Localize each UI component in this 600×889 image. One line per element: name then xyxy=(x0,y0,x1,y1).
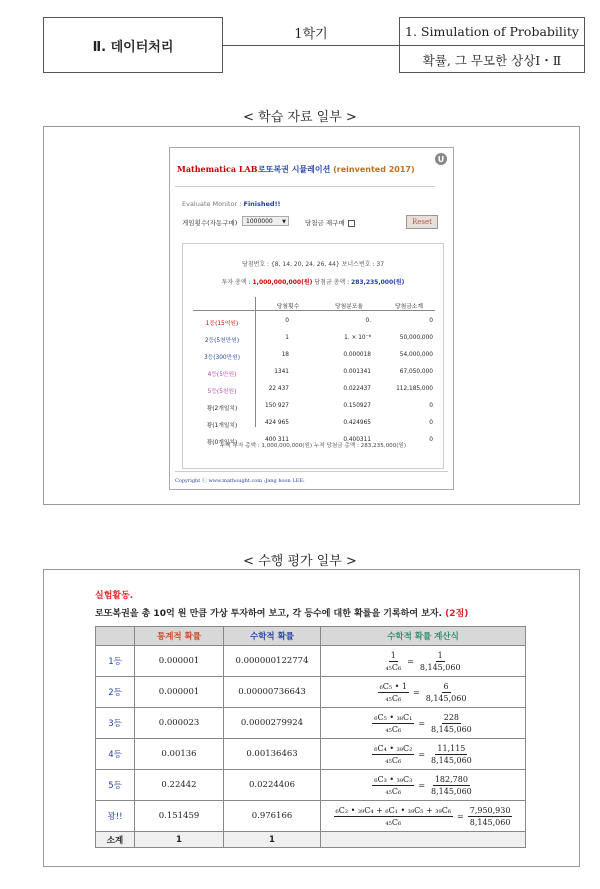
instruction-text: 로또복권을 총 10억 원 만큼 가상 투자하여 보고, 각 등수에 대한 확률을 기록하여 보자. xyxy=(95,609,446,619)
win-count: 1341 xyxy=(274,369,289,375)
prize-subtotal: 67,050,000 xyxy=(399,369,433,375)
col-header xyxy=(96,627,135,646)
numerator: ₆C₂ • ₃₉C₄ + ₆C₁ • ₃₉C₅ + ₃₉C₆ xyxy=(335,805,452,815)
instruction xyxy=(95,606,468,619)
app-title xyxy=(258,164,415,175)
reinvest-checkbox[interactable] xyxy=(305,218,355,227)
prize-subtotal: 0 xyxy=(429,420,433,426)
totals-line xyxy=(183,277,443,286)
rank-label: 4등(5만원) xyxy=(207,372,237,378)
rank-label: 꽝(2개일치) xyxy=(206,406,238,412)
mathematical-probability: 0.0000279924 xyxy=(224,708,321,739)
rank-label: 5등 xyxy=(96,770,135,801)
win-rate: 0.424965 xyxy=(343,420,371,426)
table-row xyxy=(193,382,435,399)
equals-sign: = xyxy=(413,687,420,697)
probability-table xyxy=(95,626,526,848)
denominator: ₄₅C₆ xyxy=(385,817,402,827)
table-row xyxy=(96,708,526,739)
result-panel xyxy=(182,243,444,469)
formula-cell xyxy=(321,739,526,770)
formula-cell xyxy=(321,801,526,832)
numerator: ₆C₄ • ₃₉C₂ xyxy=(374,743,413,753)
table-header xyxy=(96,627,526,646)
equals-sign: = xyxy=(418,780,426,790)
win-rate: 0.400311 xyxy=(343,437,371,443)
denominator: ₄₅C₆ xyxy=(385,755,402,765)
table-row xyxy=(96,770,526,801)
denominator: 8,145,060 xyxy=(431,786,472,796)
result-table xyxy=(193,297,435,450)
game-count-label: 게임횟수(자동구매) xyxy=(182,219,238,227)
app-title-text: 로또복권 시뮬레이션 xyxy=(258,165,331,174)
table-row xyxy=(193,348,435,365)
evaluate-monitor xyxy=(182,200,281,208)
mathematical-probability: 0.0224406 xyxy=(224,770,321,801)
fraction xyxy=(372,743,414,766)
total-math: 1 xyxy=(224,832,321,848)
col-header: 수학적 확률 xyxy=(224,627,321,646)
reinvest-label: 당첨금 재구매 xyxy=(305,219,345,227)
prize-subtotal: 112,185,000 xyxy=(396,386,433,392)
fraction xyxy=(429,774,474,797)
topic-title: 1. Simulation of Probability xyxy=(400,18,584,46)
numerator: 7,950,930 xyxy=(469,805,511,815)
divider xyxy=(175,186,435,187)
eval-status: Finished!! xyxy=(243,200,281,208)
app-title-suffix: (reinvented 2017) xyxy=(333,165,415,174)
win-count: 400 311 xyxy=(265,437,289,443)
denominator: ₄₅C₆ xyxy=(385,786,402,796)
formula xyxy=(370,743,476,766)
numerator: ₆C₅ • ₃₈C₁ xyxy=(374,712,413,722)
formula-cell xyxy=(321,708,526,739)
fraction xyxy=(383,650,403,673)
table-row xyxy=(193,331,435,348)
instruction-points: (2점) xyxy=(445,609,469,619)
topic-cell xyxy=(399,17,585,73)
invest-value: 1,000,000,000(원) xyxy=(252,279,313,286)
game-count-value: 1000000 xyxy=(246,218,273,225)
win-rate: 0.001341 xyxy=(343,369,371,375)
rank-label: 4등 xyxy=(96,739,135,770)
statistical-probability: 0.000001 xyxy=(135,646,224,677)
col-header: 당첨분포율 xyxy=(335,304,363,310)
equals-sign: = xyxy=(418,718,426,728)
rank-label: 1등(15억원) xyxy=(205,321,239,327)
semester-label: 1학기 xyxy=(294,27,328,42)
rank-label: 3등 xyxy=(96,708,135,739)
formula-cell xyxy=(321,646,526,677)
table-row xyxy=(193,314,435,331)
table-row xyxy=(193,416,435,433)
game-count-select[interactable] xyxy=(242,216,289,226)
winning-numbers: 당첨번호 : {8, 14, 20, 24, 26, 44} 보너스번호 : 37 xyxy=(241,261,385,268)
prize-label: 당첨금 총액 : xyxy=(312,279,352,286)
fraction xyxy=(372,774,414,797)
chevron-down-icon: ▼ xyxy=(282,219,286,225)
statistical-probability: 0.000001 xyxy=(135,677,224,708)
formula-cell xyxy=(321,770,526,801)
win-count: 1 xyxy=(285,335,289,341)
table-row xyxy=(96,801,526,832)
empty-cell xyxy=(321,832,526,848)
rank-label: 꽝(0개일치) xyxy=(206,440,238,446)
reset-button[interactable]: Reset xyxy=(406,215,438,229)
unit-title: Ⅱ. 데이터처리 xyxy=(43,17,223,73)
header xyxy=(43,17,585,73)
divider xyxy=(193,310,435,311)
fraction xyxy=(378,681,409,704)
win-count: 22 437 xyxy=(268,386,289,392)
rank-label: 2등 xyxy=(96,677,135,708)
prize-subtotal: 0 xyxy=(429,437,433,443)
total-stat: 1 xyxy=(135,832,224,848)
statistical-probability: 0.22442 xyxy=(135,770,224,801)
equals-sign: = xyxy=(418,749,426,759)
rank-label: 2등(5천만원) xyxy=(204,338,240,344)
section2-title: < 수행 평가 일부 > xyxy=(243,554,357,569)
col-header: 당첨금소계 xyxy=(395,304,423,310)
col-header: 당첨횟수 xyxy=(276,304,300,310)
statistical-probability: 0.00136 xyxy=(135,739,224,770)
denominator: 8,145,060 xyxy=(431,755,472,765)
rank-label: 5등(5천원) xyxy=(207,389,237,395)
denominator: 8,145,060 xyxy=(425,693,467,703)
formula xyxy=(370,774,476,797)
fraction xyxy=(372,712,414,735)
denominator: ₄₅C₆ xyxy=(385,693,402,703)
rank-label: 1등 xyxy=(96,646,135,677)
numerator: 1 xyxy=(437,650,443,660)
prize-subtotal: 0 xyxy=(429,318,433,324)
win-rate: 0.022437 xyxy=(343,386,371,392)
numerator: 182,780 xyxy=(434,774,468,784)
statistical-probability: 0.000023 xyxy=(135,708,224,739)
win-rate: 0.000018 xyxy=(343,352,371,358)
semester-cell xyxy=(223,17,399,73)
table-header xyxy=(193,297,435,314)
fraction xyxy=(418,650,463,673)
divider xyxy=(175,471,448,472)
win-rate: 1. × 10⁻⁶ xyxy=(344,335,371,341)
eval-label: Evaluate Monitor : xyxy=(182,200,244,208)
formula xyxy=(376,681,471,704)
numerator: 228 xyxy=(443,712,460,722)
win-rate: 0.150927 xyxy=(343,403,371,409)
formula xyxy=(332,805,515,828)
prize-value: 283,235,000(원) xyxy=(351,279,405,286)
formula xyxy=(381,650,464,673)
denominator: ₄₅C₆ xyxy=(385,724,402,734)
denominator: 8,145,060 xyxy=(431,724,472,734)
statistical-probability: 0.151459 xyxy=(135,801,224,832)
numerator: ₆C₅ • 1 xyxy=(379,681,407,691)
table-row xyxy=(96,739,526,770)
rank-label: 꽝(1개일치) xyxy=(206,423,238,429)
checkbox-icon[interactable] xyxy=(348,220,355,227)
rank-label: 꽝!! xyxy=(96,801,135,832)
fraction xyxy=(429,743,474,766)
topic-subtitle: 확률, 그 무모한 상상Ⅰ・Ⅱ xyxy=(422,53,562,68)
col-header: 수학적 확률 계산식 xyxy=(321,627,526,646)
mathematical-probability: 0.00136463 xyxy=(224,739,321,770)
app-logo: Mathematica LAB xyxy=(177,164,258,174)
rank-label: 3등(300만원) xyxy=(203,355,241,361)
table-row-total xyxy=(96,832,526,848)
section1-title: < 학습 자료 일부 > xyxy=(243,110,357,125)
equals-sign: = xyxy=(457,811,464,821)
cumulative-line: 누적 투자 총액 : 1,000,000,000(원) 누적 당첨금 총액 : 283,235,000(원) xyxy=(219,443,407,449)
prize-subtotal: 0 xyxy=(429,403,433,409)
denominator: 8,145,060 xyxy=(469,817,511,827)
mathematical-probability: 0.00000736643 xyxy=(224,677,321,708)
fraction xyxy=(424,681,469,704)
win-count: 424 965 xyxy=(265,420,289,426)
formula-cell xyxy=(321,677,526,708)
table-row xyxy=(193,399,435,416)
fraction xyxy=(468,805,513,828)
mathematical-probability: 0.976166 xyxy=(224,801,321,832)
total-label: 소계 xyxy=(96,832,135,848)
denominator: 8,145,060 xyxy=(419,662,461,672)
denominator: ₄₅C₆ xyxy=(385,662,402,672)
table-row xyxy=(193,365,435,382)
win-count: 150 927 xyxy=(265,403,289,409)
fraction xyxy=(334,805,453,828)
mathematical-probability: 0.000000122774 xyxy=(224,646,321,677)
fraction xyxy=(429,712,474,735)
numerator: ₆C₃ • ₃₉C₃ xyxy=(374,774,413,784)
u-icon[interactable]: U xyxy=(435,153,447,165)
table-row xyxy=(96,677,526,708)
win-rate: 0. xyxy=(365,318,371,324)
win-count: 18 xyxy=(281,352,289,358)
col-header: 통계적 확률 xyxy=(135,627,224,646)
invest-label: 투자 총액 : xyxy=(221,279,253,286)
formula xyxy=(370,712,476,735)
divider xyxy=(223,45,399,46)
numerator: 1 xyxy=(390,650,396,660)
lotto-simulator-panel xyxy=(169,147,454,490)
copyright[interactable]: Copyright ⓒ www.mathought.com :Jang hoon LEE: xyxy=(175,478,305,484)
equals-sign: = xyxy=(407,656,414,666)
numerator: 11,115 xyxy=(437,743,466,753)
numerator: 6 xyxy=(443,681,449,691)
prize-subtotal: 50,000,000 xyxy=(399,335,433,341)
prize-subtotal: 54,000,000 xyxy=(399,352,433,358)
win-count: 0 xyxy=(285,318,289,324)
table-row xyxy=(96,646,526,677)
activity-label: 실험활동. xyxy=(95,591,134,601)
